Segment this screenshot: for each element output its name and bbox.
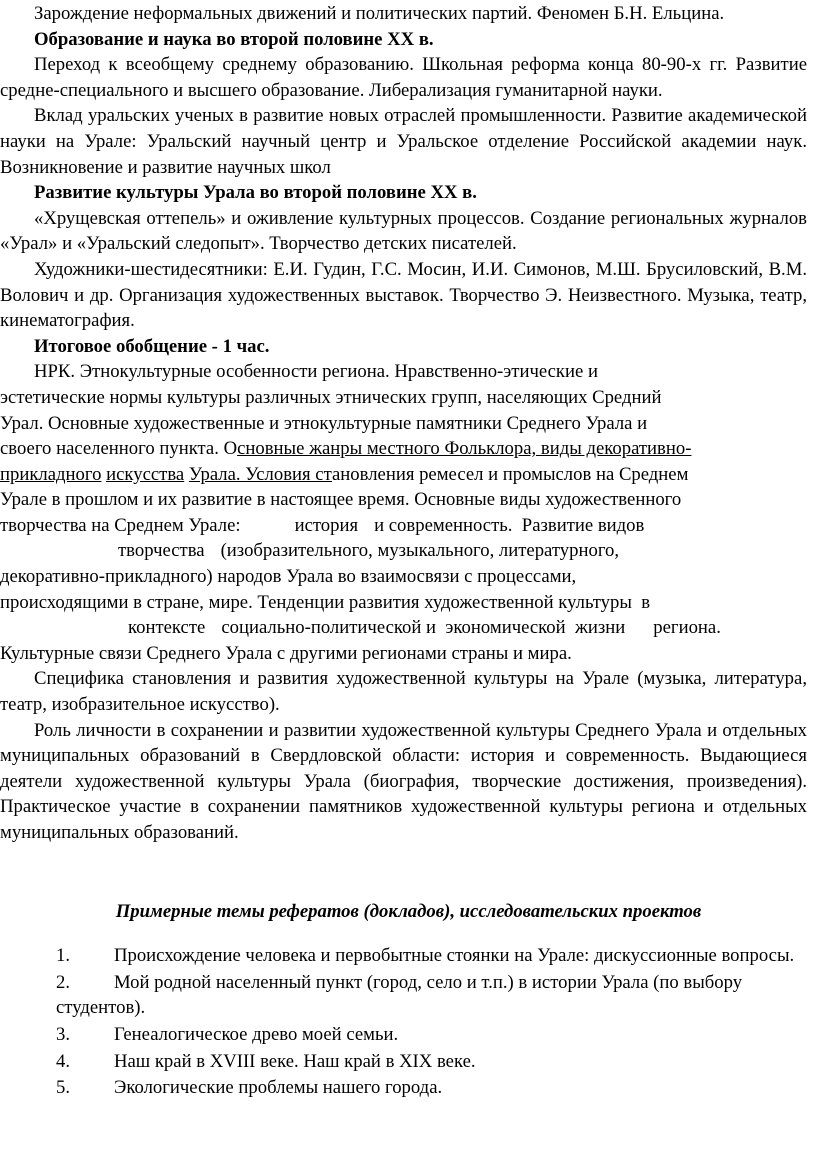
underlined-text: прикладного xyxy=(0,463,102,485)
regional-text: история xyxy=(294,514,359,536)
regional-text: и xyxy=(426,617,437,639)
list-text: Генеалогическое древо моей семьи. xyxy=(114,1023,399,1045)
heading-culture-development: Развитие культуры Урала во второй половине ХХ в. xyxy=(34,182,477,204)
list-number: 4. xyxy=(56,1050,71,1072)
heading-final-summary: Итоговое обобщение - 1 час. xyxy=(34,335,270,357)
regional-text: контексте xyxy=(128,617,206,639)
regional-line xyxy=(0,462,807,488)
list-item xyxy=(0,1049,807,1075)
regional-line xyxy=(0,590,807,616)
paragraph-khrushchev-thaw: «Хрущевская оттепель» и оживление культурных процессов. Создание региональных журналов «Урал» и «Уральский следопыт». Творчество детских писателей. xyxy=(0,207,807,255)
list-item xyxy=(0,970,807,1021)
regional-line xyxy=(0,538,807,564)
regional-text: (изобразительного, музыкального, литературного, xyxy=(220,540,620,562)
regional-text: творчества на Среднем Урале: xyxy=(0,514,241,536)
list-item xyxy=(0,1022,807,1048)
topics-list xyxy=(0,943,807,1101)
list-number: 2. xyxy=(56,971,71,993)
paragraph-culture-specifics: Специфика становления и развития художественной культуры на Урале (музыка, литература, театр, изобразительное искусство). xyxy=(0,668,807,716)
regional-text: региона. xyxy=(653,617,721,639)
regional-line: НРК. Этнокультурные особенности региона. Нравственно-этические и xyxy=(34,361,598,383)
underlined-text: искусства xyxy=(106,463,185,485)
underlined-text: Урала. Условия ст xyxy=(188,463,332,485)
regional-line: Культурные связи Среднего Урала с другими регионами страны и мира. xyxy=(0,642,572,664)
paragraph-sixties-artists: Художники-шестидесятники: Е.И. Гудин, Г.С. Мосин, И.И. Симонов, М.Ш. Брусиловский, В.М. Волович и др. Организация художественных выставок. Творчество Э. Неизвестного. Музыка, театр, кинематография. xyxy=(0,258,807,332)
regional-line: Урал. Основные художественные и этнокультурные памятники Среднего Урала и xyxy=(0,412,648,434)
regional-text: социально-политической xyxy=(221,617,422,639)
regional-text: жизни xyxy=(574,617,626,639)
underlined-text: сновные жанры местного Фольклора, виды декоративно- xyxy=(237,438,692,460)
list-text: Наш край в XVIII веке. Наш край в XIX веке. xyxy=(114,1050,476,1072)
regional-line xyxy=(0,436,807,462)
paragraph-regional-culture xyxy=(0,359,807,666)
paragraph-informal-movements: Зарождение неформальных движений и политических партий. Феномен Б.Н. Ельцина. xyxy=(34,3,725,24)
list-text: Мой родной населенный пункт (город, село и т.п.) в истории Урала (по выбору студентов). xyxy=(56,971,743,1019)
list-number: 3. xyxy=(56,1023,71,1045)
list-item xyxy=(0,1075,807,1101)
regional-text: ановления ремесел и промыслов на Среднем xyxy=(331,463,689,485)
paragraph-ural-scientists: Вклад уральских ученых в развитие новых отраслей промышленности. Развитие академической науки на Урале: Уральский научный центр и Уральское отделение Российской академии наук. Возникновение и развитие научных школ xyxy=(0,105,807,178)
regional-line: Урале в прошлом и их развитие в настоящее время. Основные виды художественного xyxy=(0,489,682,511)
regional-text: своего населенного пункта. О xyxy=(0,438,238,460)
heading-education-science: Образование и наука во второй половине ХХ в. xyxy=(34,28,434,50)
list-text: Экологические проблемы нашего города. xyxy=(114,1077,443,1099)
regional-text: современность. xyxy=(388,514,513,536)
regional-text: экономической xyxy=(445,617,566,639)
list-item xyxy=(0,943,807,969)
regional-text: Развитие видов xyxy=(521,514,645,536)
paragraph-personality-role: Роль личности в сохранении и развитии художественной культуры Среднего Урала и отдельных муниципальных образований в Свердловской области: история и современность. Выдающиеся деятели художественной культуры Урала (биография, творческие достижения, произведения). Практическое участие в сохранении памятников художественной культуры региона и отдельных муниципальных образований. xyxy=(0,719,807,843)
regional-line xyxy=(0,513,807,539)
regional-text: творчества xyxy=(118,540,205,562)
regional-line xyxy=(0,615,807,641)
regional-text: происходящими в стране, мире. Тенденции развития художественной культуры xyxy=(0,591,632,613)
regional-text: в xyxy=(641,591,651,613)
paragraph-school-reform: Переход к всеобщему среднему образованию. Школьная реформа конца 80-90-х гг. Развитие средне-специального и высшего образование. Либерализация гуманитарной науки. xyxy=(0,54,807,101)
document-body xyxy=(0,1,807,1102)
list-number: 5. xyxy=(56,1077,71,1099)
list-text: Происхождение человека и первобытные стоянки на Урале: дискуссионные вопросы. xyxy=(114,945,795,967)
regional-text: и xyxy=(374,514,385,536)
topics-title: Примерные темы рефератов (докладов), исследовательских проектов xyxy=(115,900,702,922)
list-number: 1. xyxy=(56,945,71,967)
regional-line: эстетические нормы культуры различных этнических групп, населяющих Средний xyxy=(0,386,662,408)
regional-line: декоративно-прикладного) народов Урала во взаимосвязи с процессами, xyxy=(0,566,577,588)
